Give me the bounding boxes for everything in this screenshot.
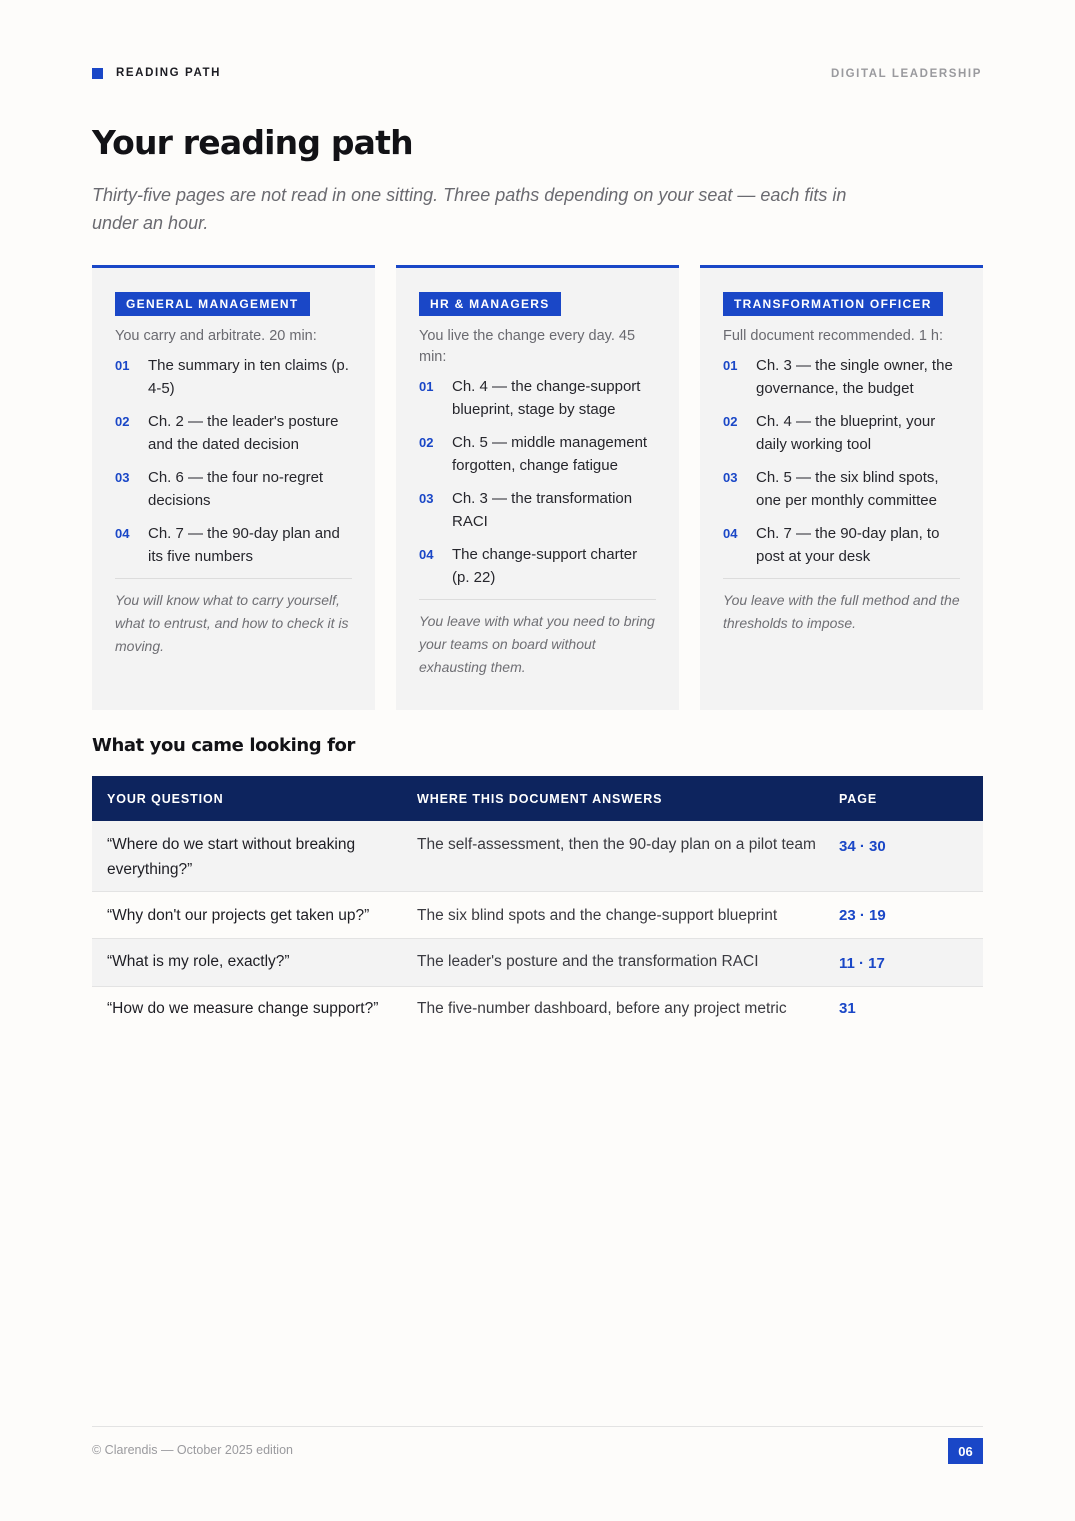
intro-text: Thirty-five pages are not read in one sitting. Three paths depending on your seat — each fits in under an hour. (92, 185, 847, 233)
answer-cell: The five-number dashboard, before any project metric (417, 1000, 787, 1017)
answer-cell: The six blind spots and the change-support blueprint (417, 907, 778, 924)
step-text: Ch. 3 — the transformation RACI (452, 490, 633, 530)
path-intro: Full document recommended. 1 h: (723, 328, 944, 344)
column-header-answer: WHERE THIS DOCUMENT ANSWERS (417, 791, 663, 806)
step-number: 04 (723, 526, 738, 541)
step-text: Ch. 4 — the blueprint, your daily working tool (756, 413, 936, 453)
page-number-badge: 06 (948, 1438, 983, 1464)
path-steps (723, 354, 960, 568)
path-step (723, 410, 960, 456)
question-cell: “Where do we start without breaking everything?” (107, 836, 356, 878)
footer-copyright: © Clarendis — October 2025 edition (92, 1443, 293, 1457)
path-step (723, 466, 960, 512)
step-text: Ch. 6 — the four no-regret decisions (148, 469, 324, 509)
step-number: 03 (115, 470, 130, 485)
column-header-question: YOUR QUESTION (107, 791, 224, 806)
step-text: Ch. 3 — the single owner, the governance, the budget (756, 357, 953, 397)
path-step (115, 466, 352, 512)
table-row (92, 892, 983, 939)
answer-cell: The self-assessment, then the 90-day plan on a pilot team (417, 836, 816, 853)
step-number: 03 (419, 491, 434, 506)
question-cell: “What is my role, exactly?” (107, 953, 290, 970)
step-text: Ch. 2 — the leader's posture and the dated decision (148, 413, 339, 453)
path-outcome-note: You leave with what you need to bring your teams on board without exhausting them. (419, 613, 655, 675)
step-number: 01 (419, 379, 434, 394)
step-text: Ch. 5 — middle management forgotten, change fatigue (452, 434, 648, 474)
table-row (92, 821, 983, 892)
question-cell: “How do we measure change support?” (107, 1000, 379, 1017)
path-step (419, 543, 656, 589)
footer-rule (92, 1426, 983, 1427)
table-row (92, 987, 983, 1057)
running-header (92, 67, 221, 79)
question-cell: “Why don't our projects get taken up?” (107, 907, 370, 924)
path-tag: TRANSFORMATION OFFICER (723, 292, 943, 316)
page-reference: 34 · 30 (839, 838, 886, 855)
path-step (115, 522, 352, 568)
divider (419, 599, 656, 600)
step-text: Ch. 5 — the six blind spots, one per monthly committee (756, 469, 939, 509)
divider (723, 578, 960, 579)
table-header (92, 776, 983, 821)
path-outcome-note: You will know what to carry yourself, what to entrust, and how to check it is moving. (115, 592, 349, 654)
step-number: 04 (419, 547, 434, 562)
step-number: 03 (723, 470, 738, 485)
path-step (115, 354, 352, 400)
path-card-general-management (92, 265, 375, 710)
lookup-heading: What you came looking for (92, 735, 355, 756)
path-outcome-note: You leave with the full method and the thresholds to impose. (723, 592, 960, 631)
answer-cell: The leader's posture and the transformation RACI (417, 953, 759, 970)
step-number: 02 (419, 435, 434, 450)
reading-path-cards (92, 265, 983, 710)
step-text: The change-support charter (p. 22) (452, 546, 638, 586)
divider (115, 578, 352, 579)
document-label: DIGITAL LEADERSHIP (830, 68, 982, 80)
column-header-page: PAGE (839, 791, 878, 806)
step-number: 01 (115, 358, 130, 373)
path-card-hr-managers (396, 265, 679, 710)
path-step (115, 410, 352, 456)
step-number: 01 (723, 358, 738, 373)
path-step (419, 375, 656, 421)
lookup-table (92, 776, 983, 1057)
path-tag: GENERAL MANAGEMENT (115, 292, 310, 316)
step-text: Ch. 7 — the 90-day plan, to post at your desk (756, 525, 940, 565)
step-number: 02 (115, 414, 130, 429)
step-text: Ch. 4 — the change-support blueprint, stage by stage (452, 378, 641, 418)
path-card-transformation-officer (700, 265, 983, 710)
path-step (419, 431, 656, 477)
path-steps (115, 354, 352, 568)
step-number: 02 (723, 414, 738, 429)
page-reference: 23 · 19 (839, 907, 886, 924)
page-title: Your reading path (92, 123, 413, 162)
path-step (723, 354, 960, 400)
page-reference: 31 (839, 1000, 856, 1017)
path-intro: You carry and arbitrate. 20 min: (115, 328, 317, 344)
path-steps (419, 375, 656, 589)
step-text: The summary in ten claims (p. 4-5) (148, 357, 349, 397)
section-label: READING PATH (116, 67, 222, 79)
path-step (723, 522, 960, 568)
path-intro: You live the change every day. 45 min: (419, 328, 636, 365)
path-tag: HR & MANAGERS (419, 292, 561, 316)
table-row (92, 939, 983, 987)
section-marker-icon (92, 68, 103, 79)
path-step (419, 487, 656, 533)
step-text: Ch. 7 — the 90-day plan and its five numbers (148, 525, 340, 565)
step-number: 04 (115, 526, 130, 541)
page-reference: 11 · 17 (839, 955, 885, 972)
